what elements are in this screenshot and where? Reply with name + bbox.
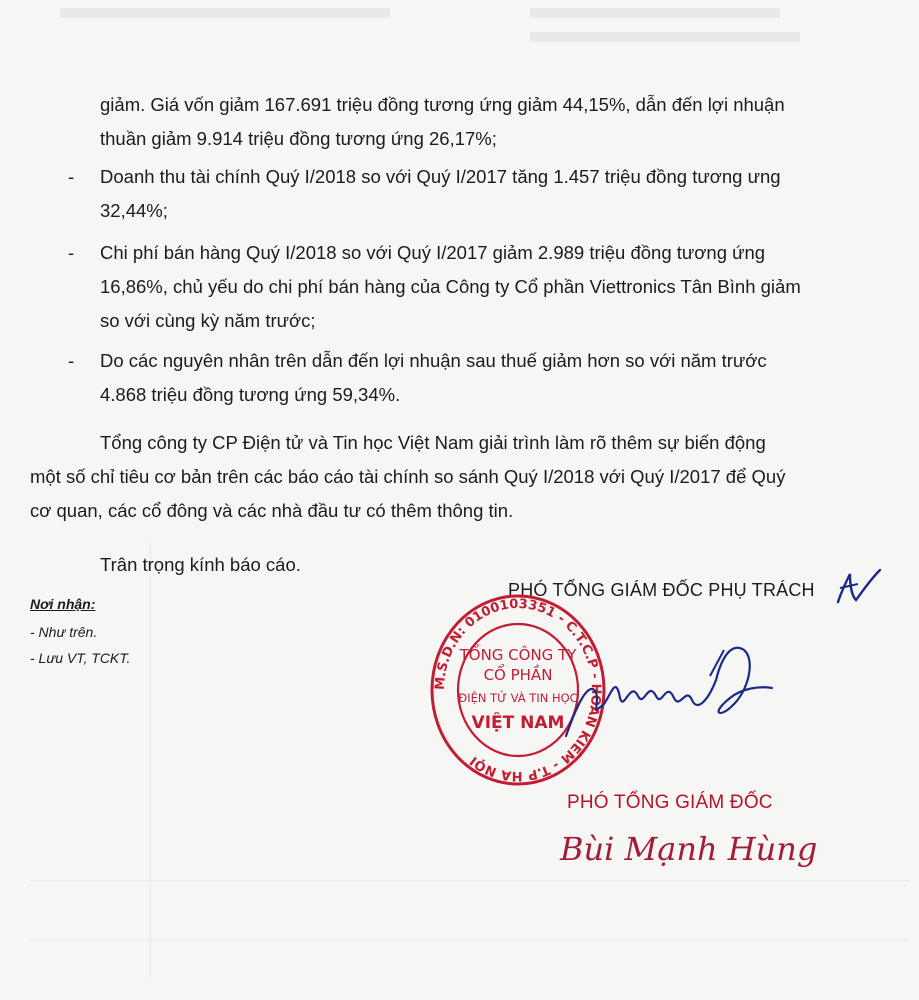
closing-line: cơ quan, các cổ đông và các nhà đầu tư có thêm thông tin. [30,500,514,521]
closing-line: Tổng công ty CP Điện tử và Tin học Việt Nam giải trình làm rõ thêm sự biến động [100,432,766,453]
bullet-marker: - [68,166,75,187]
seal-line-3: ĐIỆN TỬ VÀ TIN HỌC [458,691,578,705]
bullet-marker: - [68,242,75,263]
bullet-text: 32,44%; [100,200,168,221]
seal-line-1: TỔNG CÔNG TY [459,646,577,664]
seal-line-2: CỔ PHẦN [483,666,553,684]
bleed-through-mark [530,32,800,42]
bullet-text: 4.868 triệu đồng tương ứng 59,34%. [100,384,401,405]
bleed-through-line [30,940,910,941]
recipients-title: Nơi nhận: [30,596,96,612]
bullet-text: Doanh thu tài chính Quý I/2018 so với Quý I/2017 tăng 1.457 triệu đồng tương ưng [100,166,781,187]
bullet-text: Do các nguyên nhân trên dẫn đến lợi nhuận sau thuế giảm hơn so với năm trước [100,350,767,371]
seal-ring-text: M.S.D.N: 0100103351 - C.T.C.P - HOÀN KIẾM - T.P HÀ NỘI [432,596,604,784]
bullet-text: Chi phí bán hàng Quý I/2018 so với Quý I/2017 giảm 2.989 triệu đồng tương ứng [100,242,766,263]
closing-line: một số chỉ tiêu cơ bản trên các báo cáo tài chính so sánh Quý I/2018 với Quý I/2017 để Quý [30,466,786,487]
bleed-through-mark [60,8,390,18]
bullet-text: so với cùng kỳ năm trước; [100,310,316,331]
regards-line: Trân trọng kính báo cáo. [100,554,301,575]
bleed-through-mark [530,8,780,18]
bleed-through-line [150,540,151,980]
paragraph-line: giảm. Giá vốn giảm 167.691 triệu đồng tương ứng giảm 44,15%, dẫn đến lợi nhuận [100,94,785,115]
initial-mark [830,566,890,606]
signer-name: Bùi Mạnh Hùng [560,830,818,868]
bullet-text: 16,86%, chủ yếu do chi phí bán hàng của Công ty Cổ phần Viettronics Tân Bình giảm [100,276,801,297]
paragraph-line: thuần giảm 9.914 triệu đồng tương ứng 26,17%; [100,128,497,149]
recipient-item: - Lưu VT, TCKT. [30,650,131,666]
signer-title-primary: PHÓ TỔNG GIÁM ĐỐC PHỤ TRÁCH [508,580,815,600]
bullet-marker: - [68,350,75,371]
signer-title-secondary: PHÓ TỔNG GIÁM ĐỐC [567,792,773,813]
handwritten-signature [560,636,790,756]
bleed-through-line [30,880,910,881]
seal-line-4: VIỆT NAM [471,713,565,733]
recipient-item: - Như trên. [30,624,98,640]
